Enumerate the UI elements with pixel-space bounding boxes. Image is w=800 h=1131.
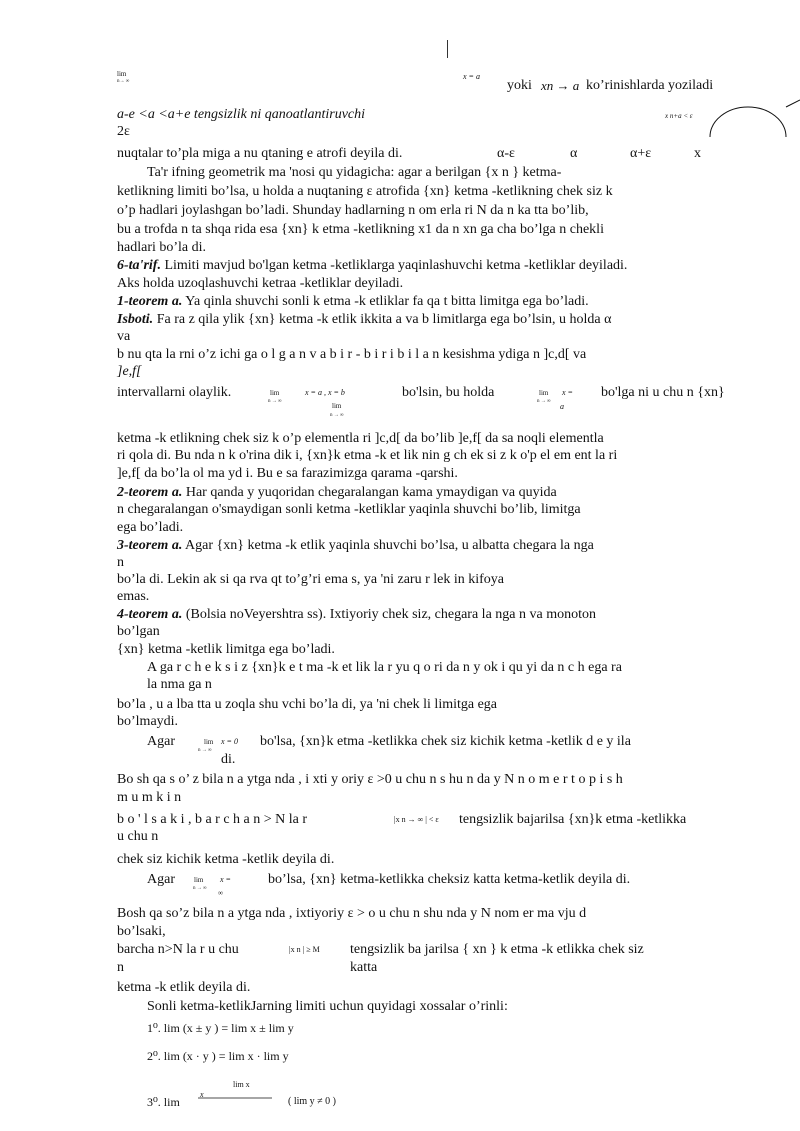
infinitesimal-line-3c: u chu n	[117, 829, 159, 844]
proof-lim-3: lim	[539, 389, 549, 397]
infinitesimal-abs-ineq: |x n → ∞ | < ε	[394, 815, 439, 824]
theorem-2-line-2: n chegaralangan o'smaydigan sonli ketma -ketliklar yaqinla shuvchi bo’lib, limitga	[117, 502, 581, 517]
geom-meaning-line-4: bu a trofda n ta shqa rida esa {xn} k etma -ketlikning x1 da n xn ga cha bo’lga n chekli	[117, 222, 604, 237]
theorem-4-line-4: bo’la , u a lba tta u zoqla shu vchi bo’la di, ya 'ni chek li limitga ega	[117, 697, 498, 712]
infinitesimal-lim: lim	[204, 738, 214, 746]
theorem-4-line-2: {xn} ketma -ketlik limitga ega bo’ladi.	[117, 642, 335, 657]
lim-subscript: n→ ∞	[117, 79, 130, 84]
theorem-4-text: (Bolsia noVeyershtra ss). Ixtiyoriy chek siz, chegara la nga n va monoton	[182, 607, 596, 622]
theorem-2-label: 2-teorem a.	[117, 485, 183, 500]
infinite-line-2b: bo’lsaki,	[117, 924, 166, 939]
xn-arrow-a: xn → a	[541, 78, 580, 93]
neighborhood-def-line: nuqtalar to’pla miga a nu qtaning e atrofi deyila di.	[117, 146, 403, 161]
theorem-4-line-5: bo’lmaydi.	[117, 714, 179, 729]
proof-label: Isboti.	[117, 312, 154, 327]
two-epsilon: 2ε	[117, 124, 130, 139]
infinite-line-3d: katta	[350, 960, 378, 975]
proof-line-3b: bo'lsin, bu holda	[402, 385, 495, 400]
geom-meaning-line-1: Ta'r ifning geometrik ma 'nosi qu yidagicha: agar a berilgan {x n } ketma-	[147, 165, 562, 180]
infinitesimal-line-2b: m u m k i n	[117, 790, 182, 805]
proof-line-3a: intervallarni olaylik.	[117, 385, 232, 400]
theorem-3-label: 3-teorem a.	[117, 538, 183, 553]
proof-a-small: a	[560, 402, 564, 411]
axis-label-a: α	[570, 146, 578, 161]
inequality-line: a-e <a <a+e tengsizlik ni qanoatlantiruvchi	[117, 107, 366, 122]
proof-xn-eq: x =	[562, 388, 573, 397]
xn-equals-a: x = a	[463, 72, 480, 81]
proof-line-6: ]e,f[ da bo’la ol ma yd i. Bu e sa farazimizga qarama -qarshi.	[117, 466, 458, 481]
definition-6-text: Limiti mavjud bo'lgan ketma -ketliklarga yaqinlashuvchi ketma -ketliklar deyiladi.	[160, 258, 628, 273]
proof-line-3c: bo'lga ni u chu n {xn}	[601, 385, 725, 400]
axis-label-a-plus-e: α+ε	[630, 146, 652, 161]
page-divider-mark	[447, 40, 448, 58]
properties-intro: Sonli ketma-ketlikJarning limiti uchun quyidagi xossalar o’rinli:	[147, 999, 508, 1014]
infinitesimal-lim-sub: n → ∞	[198, 748, 212, 753]
theorem-2-line-3: ega bo’ladi.	[117, 520, 184, 535]
definition-6-line-2: Aks holda uzoqlashuvchi ketraa -ketliklar deyiladi.	[117, 276, 404, 291]
theorem-3-line-2: bo’la di. Lekin ak si qa rva qt to’g’ri ema s, ya 'ni zaru r lek in kifoya	[117, 572, 505, 587]
yoki-text: yoki	[507, 78, 532, 93]
infinite-lim: lim	[194, 876, 204, 884]
theorem-3-line-3: emas.	[117, 589, 150, 604]
theorem-4	[117, 607, 596, 623]
property-3-numerator: lim x	[233, 1080, 250, 1089]
proof-xn-eq-ab: x = a , x = b	[305, 388, 345, 397]
property-2: 2⁰. lim (x · y ) = lim x · lim y	[147, 1049, 289, 1063]
proof-line-1b: va	[117, 329, 131, 344]
axis-label-x: x	[694, 146, 701, 161]
geom-meaning-line-2: ketlikning limiti bo’lsa, u holda a nuqtaning ε atrofida {xn} ketma -ketlikning chek siz k	[117, 184, 613, 199]
lim-label: lim	[117, 70, 127, 78]
proof-line-4: ketma -k etlikning chek siz k o’p elementla ri ]c,d[ da bo’lib ]e,f[ da sa noqli elementla	[117, 431, 604, 446]
proof-lim-3-sub: n → ∞	[537, 399, 551, 404]
infinite-line-3c: n	[117, 960, 124, 975]
infinite-inf: ∞	[218, 889, 223, 897]
proof-lim-2-sub: n → ∞	[330, 413, 344, 418]
property-3-condition: ( lim y ≠ 0 )	[288, 1096, 336, 1107]
infinite-agar: Agar	[147, 872, 175, 887]
proof-lim-1: lim	[270, 389, 280, 397]
property-3-lhs: 3⁰. lim	[147, 1095, 180, 1109]
infinitesimal-line-3a: b o ' l s a k i , b a r c h a n > N la r	[117, 812, 308, 827]
theorem-2-text: Har qanda y yuqoridan chegaralangan kama ymaydigan va quyida	[182, 485, 557, 500]
geom-meaning-line-3: o’p hadlari joylashgan bo’ladi. Shunday hadlarning n om erla ri N da n ka tta bo’lib,	[117, 203, 589, 218]
infinitesimal-line-1c: di.	[221, 752, 236, 767]
theorem-3-text: Agar {xn} ketma -k etlik yaqinla shuvchi bo’lsa, u albatta chegara la nga	[182, 538, 594, 553]
theorem-4-line-3: A ga r c h e k s i z {xn}k e t ma -k et lik la r yu q o ri da n y ok i qu yi da n c h ega ra	[147, 660, 622, 675]
proof-line-5: ri qola di. Bu nda n k o'rina dik i, {xn}k etma -k et lik nin g ch ek si z k o'p el em ent la ri	[117, 448, 618, 463]
property-3-fraction-bar	[198, 1097, 274, 1100]
infinitesimal-agar: Agar	[147, 734, 175, 749]
infinite-line-4: ketma -k etlik deyila di.	[117, 980, 251, 995]
korinish-text: ko’rinishlarda yoziladi	[586, 78, 714, 93]
infinitesimal-xn-eq-0: x = 0	[221, 737, 238, 746]
geom-meaning-line-5: hadlari bo’la di.	[117, 240, 207, 255]
infinite-line-1: bo’lsa, {xn} ketma-ketlikka cheksiz katta ketma-ketlik deyila di.	[268, 872, 631, 887]
proof-lim-2: lim	[332, 402, 342, 410]
infinite-xn-eq: x =	[220, 875, 231, 884]
theorem-4-line-3b: la nma ga n	[147, 677, 212, 692]
proof-line-2: b nu qta la rni o’z ichi ga o l g a n v a b i r - b i r i b i l a n kesishma ydiga n ]c,d[ va	[117, 347, 587, 362]
theorem-3-line-1b: n	[117, 555, 124, 570]
proof-text-1: Fa ra z qila ylik {xn} ketma -k etlik ikkita a va b limitlarga ega bo’lsin, u holda α	[153, 312, 612, 327]
theorem-1-text: Ya qinla shuvchi sonli k etma -k etliklar fa qa t bitta limitga ega bo’ladi.	[182, 294, 589, 309]
theorem-1	[117, 294, 589, 310]
proof-line-1	[117, 312, 611, 328]
theorem-1-label: 1-teorem a.	[117, 294, 183, 309]
infinite-abs-ineq: |x n | ≥ M	[289, 945, 320, 954]
infinite-line-3a: barcha n>N la r u chu	[117, 942, 239, 957]
axis-label-a-minus-e: α-ε	[497, 146, 515, 161]
infinite-lim-sub: n → ∞	[193, 886, 207, 891]
infinitesimal-line-3b: tengsizlik bajarilsa {xn}k etma -ketlikka	[459, 812, 687, 827]
property-3-fraction: x	[200, 1090, 204, 1099]
neighborhood-arc-diagram	[700, 95, 800, 140]
infinitesimal-line-4: chek siz kichik ketma -ketlik deyila di.	[117, 852, 335, 867]
theorem-2	[117, 485, 557, 501]
proof-lim-1-sub: n → ∞	[268, 399, 282, 404]
definition-6-label: 6-ta'rif.	[117, 258, 161, 273]
infinitesimal-line-2: Bo sh qa s o’ z bila n a ytga nda , i xti y oriy ε >0 u chu n s hu n da y N n o m e r t o p i s h	[117, 772, 623, 787]
proof-line-2b: ]e,f[	[117, 364, 142, 379]
theorem-4-label: 4-teorem a.	[117, 607, 183, 622]
theorem-3	[117, 538, 594, 554]
infinitesimal-line-1: bo'lsa, {xn}k etma -ketlikka chek siz kichik ketma -ketlik d e y ila	[260, 734, 631, 749]
theorem-4-line-1b: bo’lgan	[117, 624, 160, 639]
property-1: 1⁰. lim (x ± y ) = lim x ± lim y	[147, 1021, 294, 1035]
infinite-line-2: Bosh qa so’z bila n a ytga nda , ixtiyoriy ε > o u chu n shu nda y N nom er ma vju d	[117, 906, 587, 921]
definition-6	[117, 258, 627, 274]
infinite-line-3b: tengsizlik ba jarilsa { xn } k etma -k etlikka chek siz	[350, 942, 644, 957]
diagram-label: x n+a < ε	[665, 112, 693, 120]
